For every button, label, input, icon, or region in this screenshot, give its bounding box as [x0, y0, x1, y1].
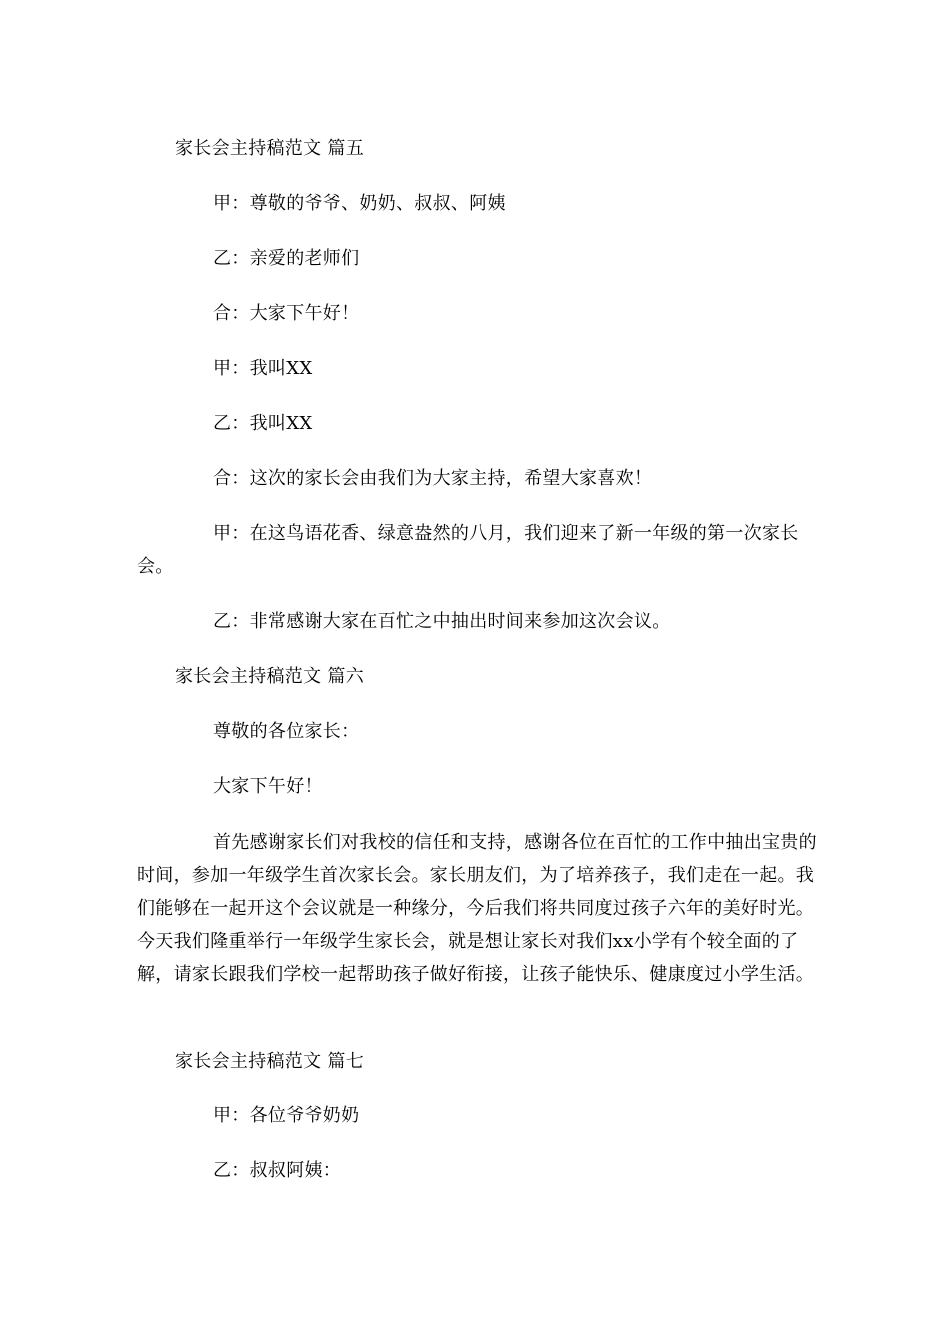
dialogue-line: 合：大家下午好！	[213, 303, 360, 324]
section-heading-7: 家长会主持稿范文 篇七	[175, 1051, 365, 1072]
salutation-line: 尊敬的各位家长：	[213, 721, 360, 742]
greeting-line: 大家下午好！	[213, 776, 323, 797]
dialogue-line: 乙：非常感谢大家在百忙之中抽出时间来参加这次会议。	[213, 611, 671, 632]
dialogue-line: 甲：各位爷爷奶奶	[213, 1105, 360, 1126]
dialogue-line: 合：这次的家长会由我们为大家主持，希望大家喜欢！	[213, 468, 653, 489]
body-paragraph: 甲：在这鸟语花香、绿意盎然的八月，我们迎来了新一年级的第一次家长会。	[137, 523, 799, 577]
dialogue-line: 乙：亲爱的老师们	[213, 248, 360, 269]
section-heading-5: 家长会主持稿范文 篇五	[175, 138, 365, 159]
section-heading-6: 家长会主持稿范文 篇六	[175, 666, 365, 687]
dialogue-line: 甲：尊敬的爷爷、奶奶、叔叔、阿姨	[213, 193, 506, 214]
body-paragraph: 首先感谢家长们对我校的信任和支持，感谢各位在百忙的工作中抽出宝贵的时间，参加一年级学生首次家长会。家长朋友们，为了培养孩子，我们走在一起。我们能够在一起开这个会议就是一种缘分，今后我们将共同度过孩子六年的美好时光。今天我们隆重举行一年级学生家长会，就是想让家长对我们xx小学有个较全面的了解，请家长跟我们学校一起帮助孩子做好衔接，让孩子能快乐、健康度过小学生活。	[137, 832, 817, 985]
dialogue-line: 乙：叔叔阿姨：	[213, 1160, 342, 1181]
dialogue-line: 甲：我叫XX	[213, 358, 313, 379]
dialogue-line: 乙：我叫XX	[213, 413, 313, 434]
